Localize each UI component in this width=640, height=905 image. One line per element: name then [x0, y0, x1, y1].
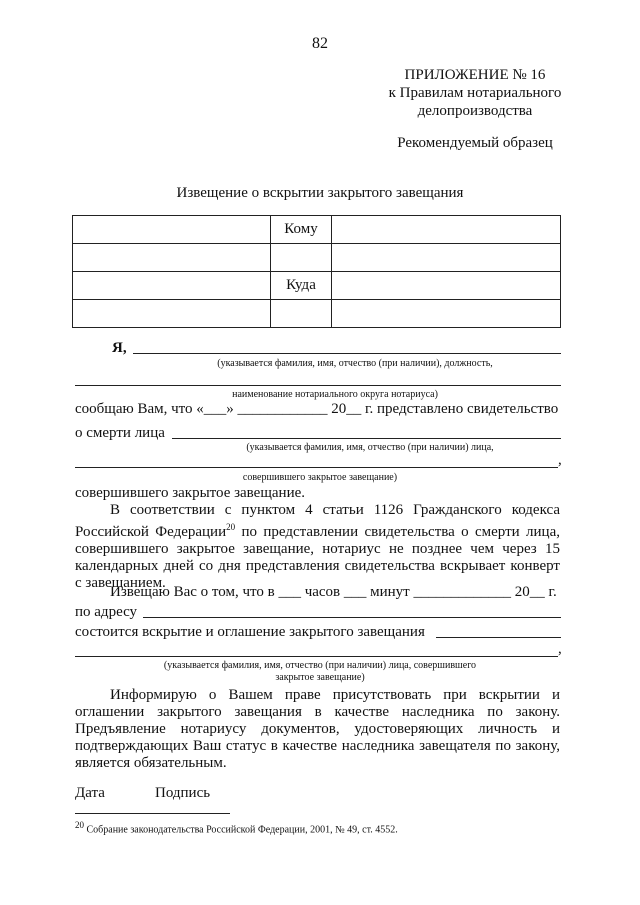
footnote-ref: 20 [226, 522, 236, 532]
page-number: 82 [312, 35, 328, 52]
law-paragraph-part1: В соответствии с пунктом 4 статьи 1126 Гражданского кодекса Российской Федерации [75, 502, 560, 540]
law-paragraph [75, 502, 560, 592]
recommended-sample: Рекомендуемый образец [397, 135, 553, 151]
to-label: Кому [271, 216, 332, 244]
footnote [75, 820, 398, 835]
opening-address-field[interactable] [143, 617, 561, 618]
recipient-input-cell[interactable] [73, 244, 271, 272]
empty-cell [271, 300, 332, 328]
comma: , [558, 452, 562, 468]
table-row [73, 300, 561, 328]
table-row [73, 272, 561, 300]
death-label: о смерти лица [75, 425, 165, 441]
notary-district-field[interactable] [75, 385, 561, 386]
testator-name-field[interactable] [436, 637, 561, 638]
hint-testator: совершившего закрытое завещание) [242, 472, 398, 483]
testator-text: совершившего закрытое завещание. [75, 485, 306, 501]
testator-name-continuation-field[interactable] [75, 656, 558, 657]
footnote-text: Собрание законодательства Российской Федерации, 2001, № 49, ст. 4552. [84, 824, 398, 836]
hint-name-position: (указывается фамилия, имя, отчество (при наличии), должность, [217, 358, 493, 369]
empty-cell [271, 244, 332, 272]
appendix-rules: к Правилам нотариального [388, 85, 562, 101]
appendix-records: делопроизводства [417, 103, 533, 119]
comma: , [558, 641, 562, 657]
recipient-input-cell[interactable] [73, 216, 271, 244]
hint-district: наименование нотариального округа нотариуса) [232, 389, 438, 400]
address-input-cell[interactable] [73, 300, 271, 328]
deceased-name-field[interactable] [172, 438, 561, 439]
appendix-number: ПРИЛОЖЕНИЕ № 16 [404, 67, 546, 83]
hint-notice-line1: (указывается фамилия, имя, отчество (при наличии) лица, совершившего [163, 660, 477, 671]
opening-text: состоится вскрытие и оглашение закрытого завещания [75, 624, 425, 640]
recipient-value-cell[interactable] [332, 244, 561, 272]
hint-notice-line2: закрытое завещание) [275, 672, 365, 683]
i-label: Я, [112, 340, 127, 356]
where-label: Куда [271, 272, 332, 300]
address-table [72, 215, 561, 328]
inform-line: сообщаю Вам, что «___» ____________ 20__ г. представлено свидетельство [75, 401, 559, 417]
footnote-divider [75, 813, 230, 814]
address-value-cell[interactable] [332, 272, 561, 300]
address-input-cell[interactable] [73, 272, 271, 300]
address-value-cell[interactable] [332, 300, 561, 328]
table-row [73, 244, 561, 272]
time-line: Извещаю Вас о том, что в ___ часов ___ минут _____________ 20__ г. [110, 584, 557, 600]
recipient-value-cell[interactable] [332, 216, 561, 244]
date-label: Дата [75, 785, 105, 801]
table-row [73, 216, 561, 244]
hint-person: (указывается фамилия, имя, отчество (при наличии) лица, [246, 442, 494, 453]
footnote-number: 20 [75, 820, 84, 830]
rights-paragraph: Информирую о Вашем праве присутствовать при вскрытии и оглашении закрытого завещания в качестве наследника по закону. Предъявление нотариусу документов, удостоверяющих личность и подтверждающих Ваш статус в качестве наследника завещателя по закону, является обязательным. [75, 687, 560, 771]
law-paragraph-part2: по представлении свидетельства о смерти лица, совершившего закрытое завещание, нотариус не позднее чем через 15 календарных дней со дня представления свидетельства вскрывает конверт с завещанием. [75, 524, 560, 591]
signature-label: Подпись [155, 785, 211, 801]
notary-name-field[interactable] [133, 353, 561, 354]
document-title: Извещение о вскрытии закрытого завещания [176, 185, 464, 201]
address-label: по адресу [75, 604, 138, 620]
deceased-continuation-field[interactable] [75, 467, 558, 468]
